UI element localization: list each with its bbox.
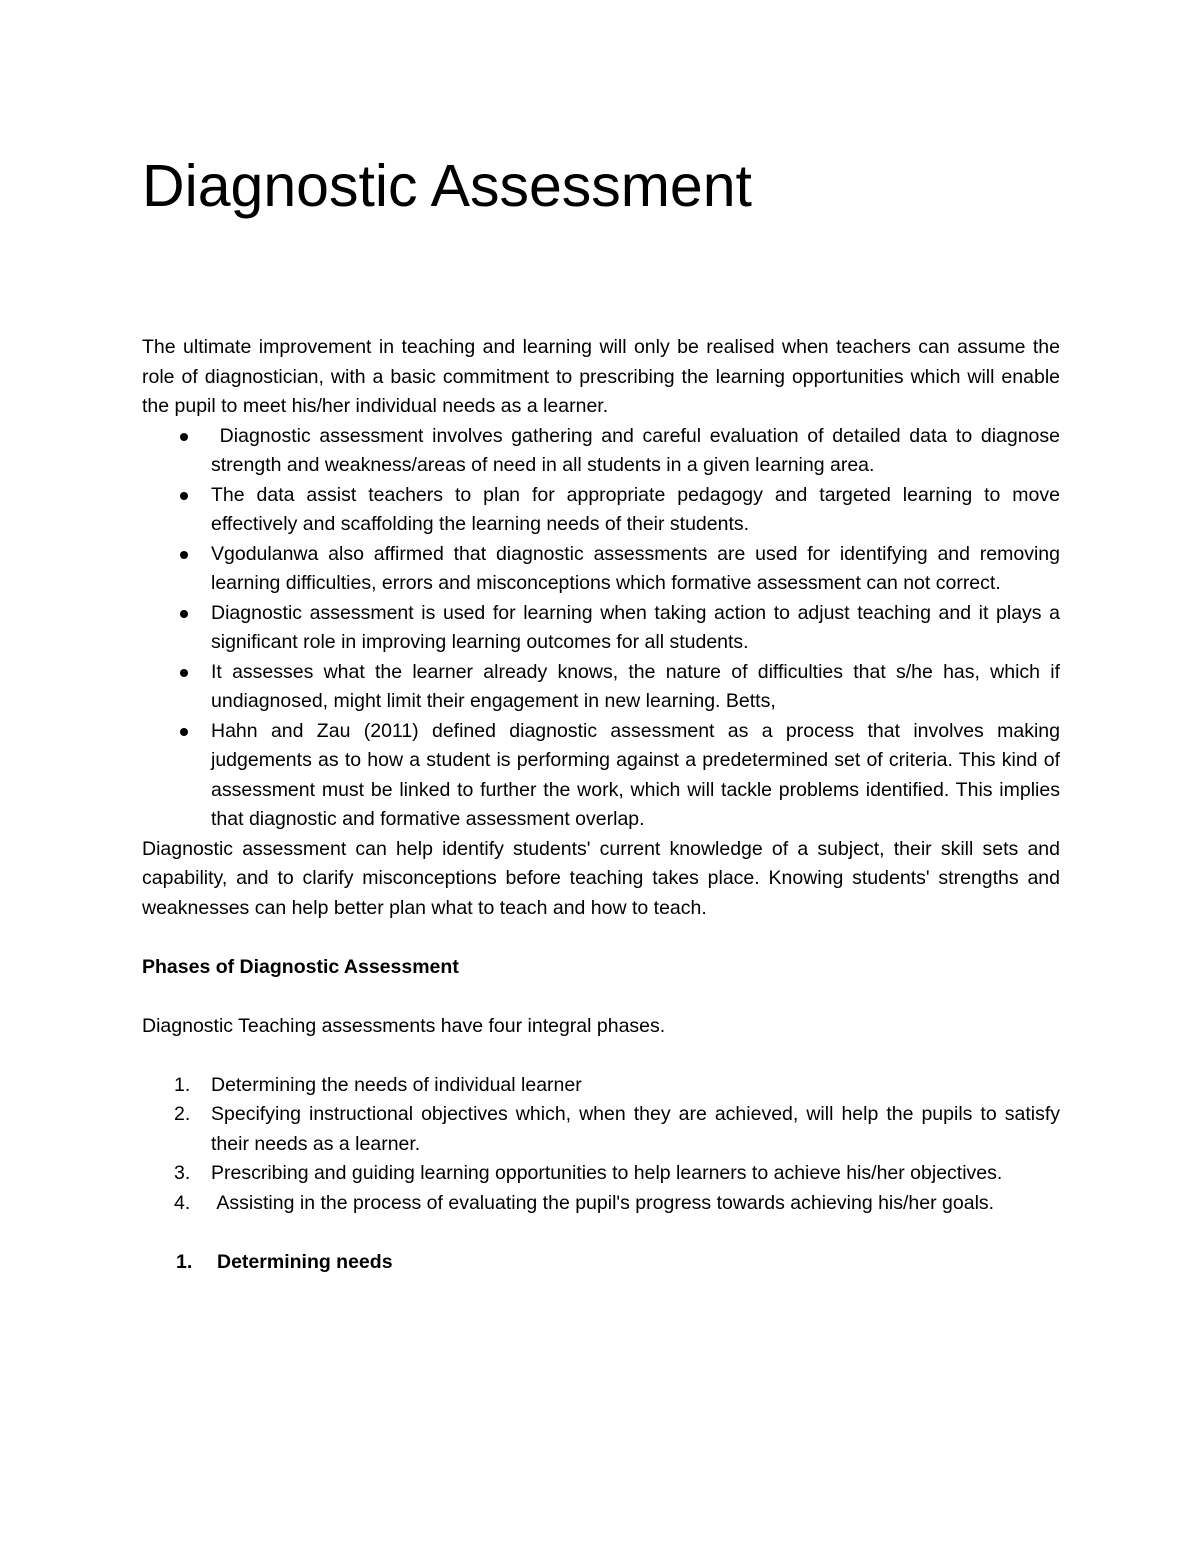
phase-text: Assisting in the process of evaluating the pupil's progress towards achieving his/her goals.: [211, 1191, 995, 1214]
spacer: [142, 1041, 1060, 1071]
bullet-text: Vgodulanwa also affirmed that diagnostic assessments are used for identifying and removing learning difficulties, errors and misconceptions which formative assessment can not correct.: [211, 542, 1060, 594]
phase-number: 1.: [174, 1073, 191, 1096]
phases-heading: Phases of Diagnostic Assessment: [142, 955, 459, 978]
document-body: [142, 333, 1060, 1277]
bullet-item: [142, 422, 1060, 481]
bullet-list: [142, 422, 1060, 835]
bullet-item: [142, 717, 1060, 835]
bullet-icon: [180, 669, 188, 677]
phase-number: 2.: [174, 1103, 191, 1125]
bullet-item: [142, 599, 1060, 658]
phase-item: [142, 1071, 1060, 1101]
bullet-text: Diagnostic assessment is used for learning when taking action to adjust teaching and it plays a significant role in improving learning outcomes for all students.: [211, 601, 1060, 653]
spacer: [142, 923, 1060, 953]
phase-text: Specifying instructional objectives which, when they are achieved, will help the pupils to satisfy their needs as a learner.: [211, 1103, 1060, 1155]
bullet-item: [142, 481, 1060, 540]
bullet-text: Diagnostic assessment involves gathering and careful evaluation of detailed data to diagnose strength and weakness/areas of need in all students in a given learning area.: [211, 424, 1060, 476]
bullet-text: It assesses what the learner already knows, the nature of difficulties that s/he has, which if undiagnosed, might limit their engagement in new learning. Betts,: [211, 660, 1060, 712]
subsection-number: 1.: [176, 1250, 193, 1273]
phase-item: [142, 1159, 1060, 1189]
spacer: [142, 982, 1060, 1012]
intro-paragraph: The ultimate improvement in teaching and learning will only be realised when teachers can assume the role of diagnostician, with a basic commitment to prescribing the learning opportunities which will enable the pupil to meet his/her individual needs as a learner.: [142, 336, 1060, 417]
bullet-item: [142, 540, 1060, 599]
bullet-icon: [180, 728, 188, 736]
phase-number: 4.: [174, 1191, 191, 1214]
phase-item: [142, 1189, 1060, 1219]
bullet-text: The data assist teachers to plan for appropriate pedagogy and targeted learning to move effectively and scaffolding the learning needs of their students.: [211, 483, 1060, 535]
phases-intro: Diagnostic Teaching assessments have four integral phases.: [142, 1014, 666, 1037]
bullet-icon: [180, 433, 188, 441]
subsection-title: Determining needs: [217, 1250, 393, 1273]
bullet-icon: [180, 610, 188, 618]
phase-item: [142, 1100, 1060, 1159]
bullet-icon: [180, 492, 188, 500]
bullet-item: [142, 658, 1060, 717]
spacer: [142, 1218, 1060, 1248]
subsection-heading: [142, 1248, 1060, 1278]
phase-number: 3.: [174, 1162, 191, 1184]
bullet-icon: [180, 551, 188, 559]
closing-paragraph: Diagnostic assessment can help identify students' current knowledge of a subject, their skill sets and capability, and to clarify misconceptions before teaching takes place. Knowing students' strengths and weaknesses can help better plan what to teach and how to teach.: [142, 837, 1060, 919]
document-title: Diagnostic Assessment: [142, 153, 752, 219]
phases-list: [142, 1071, 1060, 1219]
phase-text: Prescribing and guiding learning opportunities to help learners to achieve his/her objectives.: [211, 1162, 1003, 1184]
phase-text: Determining the needs of individual learner: [211, 1073, 582, 1096]
bullet-text: Hahn and Zau (2011) defined diagnostic assessment as a process that involves making judgements as to how a student is performing against a predetermined set of criteria. This kind of assessment must be linked to further the work, which will tackle problems identified. This implies that diagnostic and formative assessment overlap.: [211, 719, 1060, 830]
